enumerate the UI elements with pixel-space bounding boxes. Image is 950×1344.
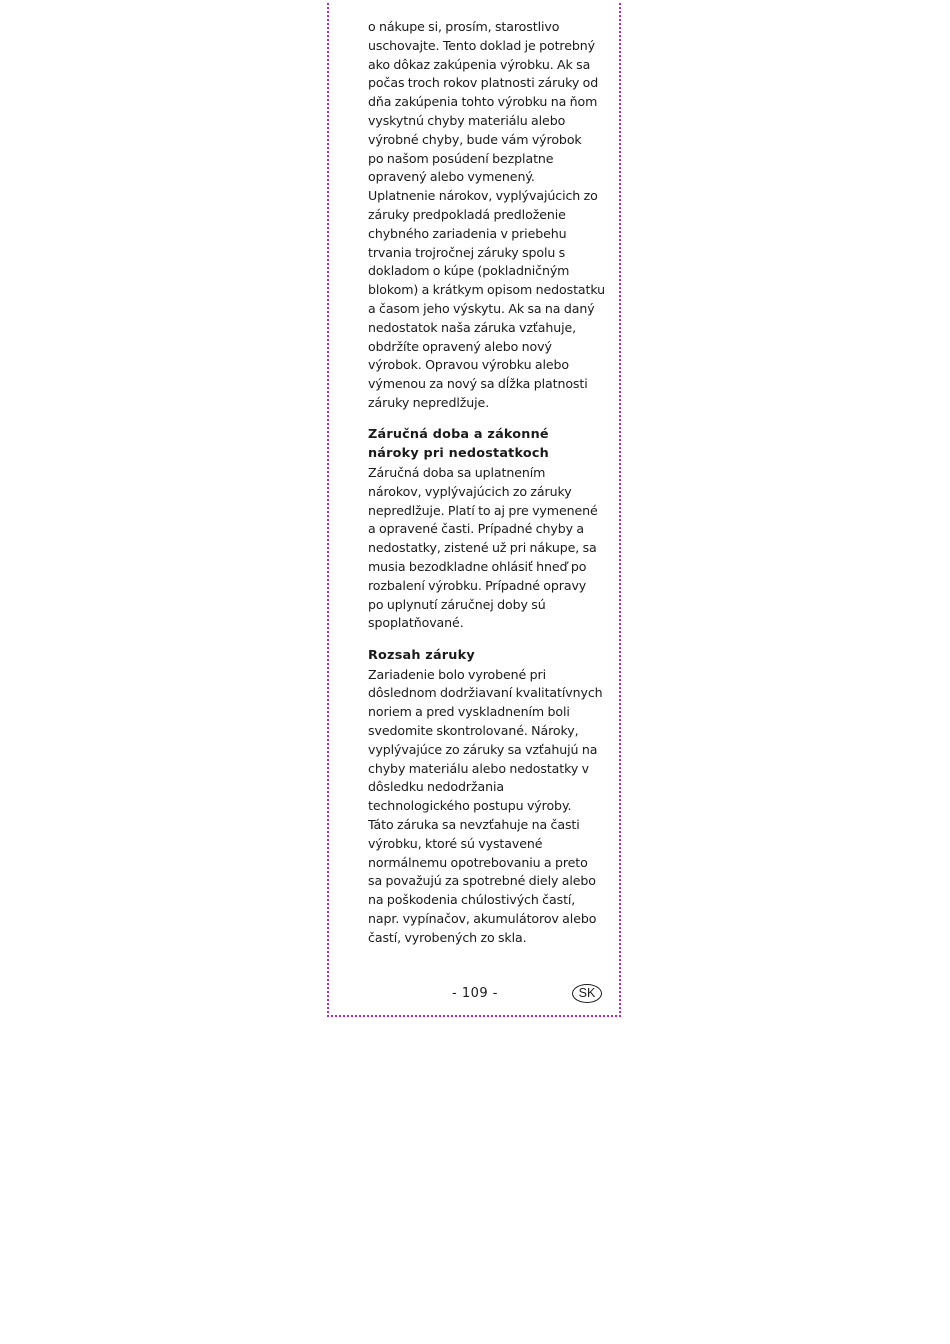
section-body: Záručná doba sa uplatnením nárokov, vyplývajúcich zo záruky nepredlžuje. Platí to aj pre vymenené a opravené časti. Prípadné chyby a nedostatky, zistené už pri nákupe, sa musia bezodkladne ohlásiť hneď po rozbalení výrobku. Prípadné opravy po uplynutí záručnej doby sú spoplatňované. [368,464,598,631]
document-content [368,18,608,948]
page-number: - 109 - [452,986,498,1001]
section-scope [368,646,608,948]
intro-paragraph: o nákupe si, prosím, starostlivo uschovajte. Tento doklad je potrebný ako dôkaz zakúpenia výrobku. Ak sa počas troch rokov platnosti záruky od dňa zakúpenia tohto výrobku na ňom vyskytnú chyby materiálu alebo výrobné chyby, bude vám výrobok po našom posúdení bezplatne opravený alebo vymenený. Uplatnenie nárokov, vyplývajúcich zo záruky predpokladá predloženie chybného zariadenia v priebehu trvania trojročnej záruky spolu s dokladom o kúpe (pokladničným blokom) a krátkym opisom nedostatku a časom jeho výskytu. Ak sa na daný nedostatok naša záruka vzťahuje, obdržíte opravený alebo nový výrobok. Opravou výrobku alebo výmenou za nový sa dĺžka platnosti záruky nepredlžuje. [368,19,606,410]
section-heading: Záručná doba a zákonné nároky pri nedostatkoch [368,426,549,462]
section-heading: Rozsah záruky [368,648,475,664]
page-footer [368,984,608,1006]
country-code-badge: SK [572,984,602,1003]
section-warranty-period [368,425,608,633]
section-body: Zariadenie bolo vyrobené pri dôslednom dodržiavaní kvalitatívnych noriem a pred vyskladnením boli svedomite skontrolované. Nároky, vyplývajúce zo záruky sa vzťahujú na chyby materiálu alebo nedostatky v dôsledku nedodržania technologického postupu výroby. Táto záruka sa nevzťahuje na časti výrobku, ktoré sú vystavené normálnemu opotrebovaniu a preto sa považujú za spotrebné diely alebo na poškodenia chúlostivých častí, napr. vypínačov, akumulátorov alebo častí, vyrobených zo skla. [368,666,603,945]
